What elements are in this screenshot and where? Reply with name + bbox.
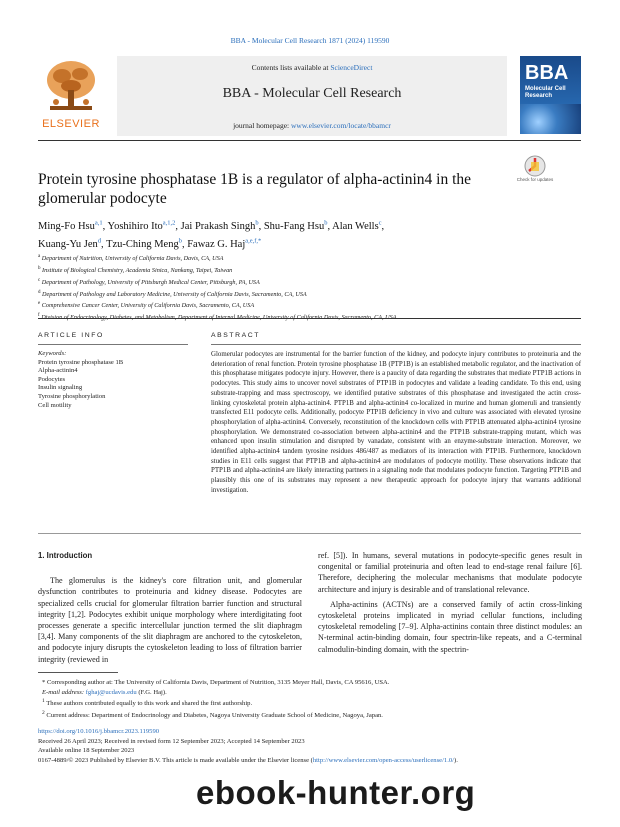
article-info-heading: ARTICLE INFO: [38, 332, 104, 339]
footnote-2: $^2$ Current address: Department of Endocrinology and Diabetes, Nagoya University Graduate School of Medicine, Nagoya, Japan.: [42, 709, 383, 719]
affiliation-list: [38, 252, 578, 323]
check-updates-label: Check for updates: [516, 177, 554, 182]
abstract-divider: [38, 533, 581, 534]
journal-info-box: [117, 56, 507, 136]
elsevier-tree-icon: [44, 58, 98, 114]
journal-header: [38, 56, 581, 136]
email-note: [38, 688, 583, 698]
body-paragraph: The glomerulus is the kidney's core filtration unit, and glomerular dysfunction contributes to proteinuria and kidney disease. Podocytes are specialized cells crucial for glomerular filtration barrier function and structural integrity [1,2]. Podocytes exhibit unique morphology where interdigitating foot processes generate a specific intercellular junction termed the slit diaphragm [3,4]. Many components of the slit diaphragm are anchored to the cytoskeleton, and podocyte injury disrupts the cytoskeleton leading to loss of filtration barrier integrity (reviewed in: [38, 576, 302, 664]
affiliation: $^b$ Institute of Biological Chemistry, Academia Sinica, Nankang, Taipei, Taiwan: [38, 265, 233, 274]
keyword: Protein tyrosine phosphatase 1B: [38, 358, 124, 366]
article-title: Protein tyrosine phosphatase 1B is a regulator of alpha-actinin4 in the glomerular podocyte: [38, 171, 472, 207]
homepage-line: [117, 121, 507, 130]
keyword: Cell motility: [38, 401, 72, 409]
affiliation: $^a$ Department of Nutrition, University of California Davis, Davis, CA, USA: [38, 254, 224, 263]
keyword: Insulin signaling: [38, 384, 83, 392]
author[interactable]: Kuang-Yu Jen$^d$,: [38, 237, 107, 250]
journal-name: BBA - Molecular Cell Research: [222, 86, 402, 101]
author[interactable]: Tzu-Ching Meng$^b$,: [106, 237, 188, 250]
sciencedirect-link[interactable]: ScienceDirect: [330, 63, 373, 72]
license-link[interactable]: http://www.elsevier.com/open-access/userlicense/1.0/: [312, 756, 454, 764]
affiliation: $^e$ Comprehensive Cancer Center, University of California Davis, Sacramento, CA, USA: [38, 301, 255, 310]
affiliation-divider: [38, 318, 581, 319]
author[interactable]: Shu-Fang Hsu$^b$,: [263, 219, 333, 232]
email-label: E-mail address:: [42, 688, 85, 696]
author[interactable]: Alan Wells$^c$,: [332, 219, 385, 232]
footnotes: [38, 678, 583, 720]
affiliation: $^d$ Department of Pathology and Laboratory Medicine, University of California Davis, Sacramento, CA, USA: [38, 289, 307, 298]
body-paragraph: Alpha-actinins (ACTNs) are a conserved family of actin cross-linking cytoskeletal proteins implicated in myriad cellular functions, including cytoskeletal remodeling [7–9]. Alpha-actinins contain three distinct modules: an N-terminal actin-binding domain, four spectrin-like repeats, and a C-terminal calmodulin-binding domain, with the spectrin-: [318, 599, 582, 654]
check-updates-icon: [520, 155, 550, 177]
email-link[interactable]: fghaj@ucdavis.edu: [85, 688, 137, 696]
cover-subtitle: [525, 86, 566, 100]
abstract-rule: [211, 344, 581, 345]
body-column-left: [38, 550, 302, 669]
elsevier-wordmark: ELSEVIER: [42, 118, 100, 130]
author-list: [38, 215, 578, 252]
homepage-prefix: journal homepage:: [233, 121, 290, 130]
section-heading-introduction: 1. Introduction: [38, 551, 93, 560]
corresponding-author-note: * Corresponding author at: The University of California Davis, Department of Nutrition, 3135 Meyer Hall, Davis, CA 95616, USA.: [42, 679, 390, 686]
affiliation: $^c$ Department of Pathology, University of Pittsburgh Medical Center, Pittsburgh, PA, USA: [38, 277, 260, 286]
journal-citation[interactable]: BBA - Molecular Cell Research 1871 (2024) 119590: [230, 36, 390, 45]
cover-title: BBA: [525, 62, 569, 84]
header-divider: [38, 140, 581, 141]
body-paragraph: ref. [5]). In humans, several mutations in podocyte-specific genes result in congenital or familial proteinuria and often lead to end-stage renal failure [6]. Therefore, deciphering the molecular mechanisms that modulate podocyte architecture and injury is desirable and of translational relevance.: [318, 551, 582, 594]
abstract-text: Glomerular podocytes are instrumental for the barrier function of the kidney, and podocyte injury contributes to proteinuria and the deterioration of renal function. Protein tyrosine phosphatase 1B (PTP1B) is an established metabolic regulator, and the inactivation of this phosphatase mitigates podocyte injury. However, there is a paucity of data regarding the substrates that mediate PTP1B actions in podocytes. This study aims to uncover novel substrates of PTP1B in podocytes and validate a leading candidate. To this end, using substrate-trapping and mass spectroscopy, we identified putative substrates of this phosphatase and investigated the actin cross-linking cytoskeletal protein alpha-actinin4. PTP1B and alpha-actinin4 co-localized in murine and human glomeruli and transiently transfected E11 podocyte cells. Additionally, podocyte PTP1B deficiency in vivo and culture was associated with elevated tyrosine phosphorylation of alpha-actinin4. Conversely, reconstitution of the knockdown cells with PTP1B attenuated alpha-actinin4 tyrosine phosphorylation. We demonstrated co-association between alpha-actinin4 and the PTP1B substrate-trapping mutant, which was enhanced upon insulin stimulation and disrupted by vanadate, consistent with an enzyme-substrate interaction. Moreover, we identified alpha-actinin4 tandem tyrosine residues 486/487 as mediators of its interaction with PTP1B. Furthermore, knockdown studies in E11 cells suggest that PTP1B and alpha-actinin4 are modulators of podocyte motility. These observations indicate that PTP1B and alpha-actinin4 are likely interacting partners in a signaling node that modulates podocyte function. Targeting PTP1B and plausibly this one of its substrates may represent a new therapeutic approach for podocyte injury that warrants additional investigation.: [211, 351, 581, 494]
author[interactable]: Fawaz G. Haj$^{a,e,f,*}$: [187, 237, 262, 250]
online-date: Available online 18 September 2023: [38, 747, 135, 754]
doi-link[interactable]: https://doi.org/10.1016/j.bbamcr.2023.119590: [38, 728, 160, 735]
watermark: ebook-hunter.org: [196, 774, 476, 811]
contents-line: [117, 63, 507, 72]
email-suffix: (F.G. Haj).: [138, 688, 167, 696]
keyword: Tyrosine phosphorylation: [38, 392, 106, 400]
keywords-block: [38, 350, 188, 410]
footnote-rule: [38, 672, 118, 673]
check-for-updates-button[interactable]: [516, 155, 554, 187]
keyword: Podocytes: [38, 375, 66, 383]
affiliation: f: [38, 313, 40, 319]
cover-subtitle-line-2: Research: [525, 93, 553, 99]
abstract-heading: ABSTRACT: [211, 332, 261, 339]
article-info-rule: [38, 344, 188, 345]
license-line: 0167-4889/© 2023 Published by Elsevier B.V. This article is made available under the Elsevier license (http://www.elsevier.com/open-access/userlicense/1.0/).: [38, 756, 458, 764]
keyword: Alpha-actinin4: [38, 367, 78, 375]
elsevier-logo[interactable]: [38, 58, 104, 132]
author[interactable]: Yoshihiro Ito$^{a,1,2}$,: [107, 219, 181, 232]
received-dates: Received 26 April 2023; Received in revised form 12 September 2023; Accepted 14 September 2023: [38, 737, 305, 745]
publication-info: [38, 727, 583, 765]
body-column-right: [318, 550, 582, 659]
journal-homepage-link[interactable]: www.elsevier.com/locate/bbamcr: [291, 121, 391, 130]
cover-art: [520, 104, 581, 134]
footnote-1: $^1$ These authors contributed equally to this work and shared the first authorship.: [42, 698, 253, 708]
contents-prefix: Contents lists available at: [251, 63, 329, 72]
journal-cover[interactable]: [520, 56, 581, 134]
cover-subtitle-line-1: Molecular Cell: [525, 86, 566, 92]
keywords-label: Keywords:: [38, 350, 67, 357]
author[interactable]: Jai Prakash Singh$^b$,: [180, 219, 264, 232]
author[interactable]: Ming-Fo Hsu$^{a,1}$,: [38, 219, 108, 232]
